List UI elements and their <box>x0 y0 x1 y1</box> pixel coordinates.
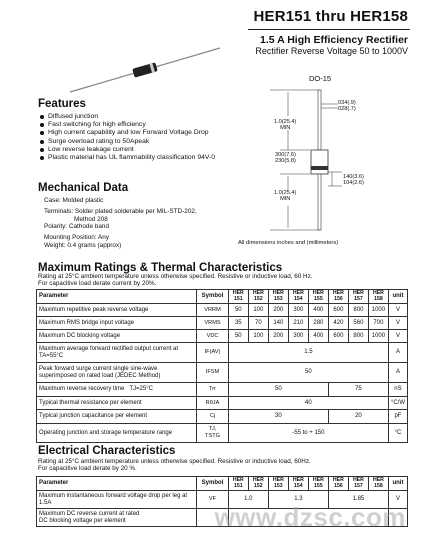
col-part: HER 156 <box>328 477 348 491</box>
ratings-header-row <box>37 290 408 304</box>
mech-polarity: Polarity: Cathode band <box>44 223 110 231</box>
features-list <box>38 113 248 162</box>
col-unit: unit <box>388 290 407 304</box>
datasheet-subtitle: 1.5 A High Efficiency Rectifier <box>259 34 408 46</box>
col-part: HER 157 <box>348 290 368 304</box>
features-heading: Features <box>38 98 86 110</box>
col-part: HER 153 <box>268 290 288 304</box>
table-row: Maximum RMS bridge input voltage VRMS 35 70 140 210 280 420 560 700 V <box>37 317 408 330</box>
mech-case: Case: Molded plastic <box>44 197 104 204</box>
col-part: HER 158 <box>368 290 388 304</box>
dimensions-note: All dimensions inches and (millimeters) <box>238 240 339 246</box>
table-row: Maximum DC blocking voltage VDC 50 100 200 300 400 600 800 1000 V <box>37 330 408 343</box>
feature-item: Fast switching for high efficiency <box>38 121 248 129</box>
table-row: Typical thermal resistance per element RθJA 40 °C/W <box>37 397 408 410</box>
feature-item: Diffused junction <box>38 113 248 121</box>
col-part: HER 155 <box>308 477 328 491</box>
datasheet-subtitle-2: Rectifier Reverse Voltage 50 to 1000V <box>255 46 408 56</box>
table-row: Maximum instantaneous forward voltage drop per leg at 1.5A VF 1.0 1.3 1.85 V <box>37 491 408 509</box>
watermark: www.dzsc.com <box>214 502 406 532</box>
col-part: HER 154 <box>288 477 308 491</box>
col-parameter: Parameter <box>37 290 197 304</box>
title-rule <box>248 29 410 30</box>
table-row: Typical junction capacitance per element Cj 30 20 pF <box>37 410 408 424</box>
col-part: HER 152 <box>248 477 268 491</box>
col-part: HER 158 <box>368 477 388 491</box>
mechanical-heading: Mechanical Data <box>38 182 129 194</box>
mech-terminals: Terminals: Solder plated solderable per MIL-STD-202, <box>44 207 197 215</box>
mech-mounting: Mounting Position: Any <box>44 234 110 242</box>
feature-item: Surge overload rating to 50Apeak <box>38 138 248 146</box>
feature-item: Plastic material has UL flammability classification 94V-0 <box>38 154 248 162</box>
col-part: HER 151 <box>228 290 248 304</box>
ratings-note: Rating at 25°C ambient temperature unless otherwise specified. Resistive or inductive load, 60 Hz. For capacitive load derate current by 20%. <box>38 273 313 288</box>
feature-item: High current capability and low Forward Voltage Drop <box>38 129 248 137</box>
ratings-heading: Maximum Ratings & Thermal Characteristics <box>38 262 283 274</box>
col-part: HER 152 <box>248 290 268 304</box>
electrical-note: Rating at 25°C ambient temperature unless otherwise specified. Resistive or inductive load, 60Hz. For capacitive load derate by 20 %. <box>38 458 311 473</box>
col-part: HER 151 <box>228 477 248 491</box>
col-part: HER 155 <box>308 290 328 304</box>
table-row: Operating junction and storage temperature range TJ, TSTG -55 to + 150 °C <box>37 424 408 443</box>
package-name: DO-15 <box>309 74 332 83</box>
col-part: HER 153 <box>268 477 288 491</box>
dim-lead-length-top: 1.0(25.4) MIN <box>274 119 297 132</box>
col-symbol: Symbol <box>197 290 229 304</box>
col-part: HER 154 <box>288 290 308 304</box>
table-row: Maximum repetitive peak reverse voltage VRRM 50 100 200 300 400 600 800 1000 V <box>37 304 408 317</box>
diode-body <box>132 62 158 77</box>
mechanical-list <box>44 197 244 250</box>
table-row: Maximum DC reverse current at rated DC blocking voltage per element <box>37 509 408 527</box>
mech-weight: Weight: 0.4 grams (approx) <box>44 241 122 249</box>
col-part: HER 157 <box>348 477 368 491</box>
col-part: HER 156 <box>328 290 348 304</box>
datasheet-title: HER151 thru HER158 <box>253 8 408 25</box>
table-row: Peak forward surge current single sine-wave superimposed on rated load (JEDEC Method) IFSM 50 A <box>37 363 408 383</box>
diode-photo <box>60 40 240 100</box>
table-row: Maximum reverse recovery time TJ=25°C Trr 50 75 nS <box>37 383 408 397</box>
electrical-heading: Electrical Characteristics <box>38 445 176 457</box>
ratings-table <box>36 289 408 443</box>
dim-body-length: 300(7.6) 230(5.8) <box>275 152 296 165</box>
dim-lead-diameter: 034(.9) 028(.7) <box>338 100 356 113</box>
electrical-header-row: Parameter Symbol HER 151 HER 152 HER 153 HER 154 HER 155 HER 156 HER 157 HER 158 unit <box>37 477 408 491</box>
feature-item: Low reverse leakage current <box>38 146 248 154</box>
mech-method: Method 208 <box>74 215 108 223</box>
dim-body-diameter: 140(3.6) 104(2.6) <box>343 174 364 187</box>
table-row: Maximum average forward rectified output current at TA=55°C IF(AV) 1.5 A <box>37 343 408 363</box>
dim-lead-length-bottom: 1.0(25.4) MIN <box>274 190 297 203</box>
